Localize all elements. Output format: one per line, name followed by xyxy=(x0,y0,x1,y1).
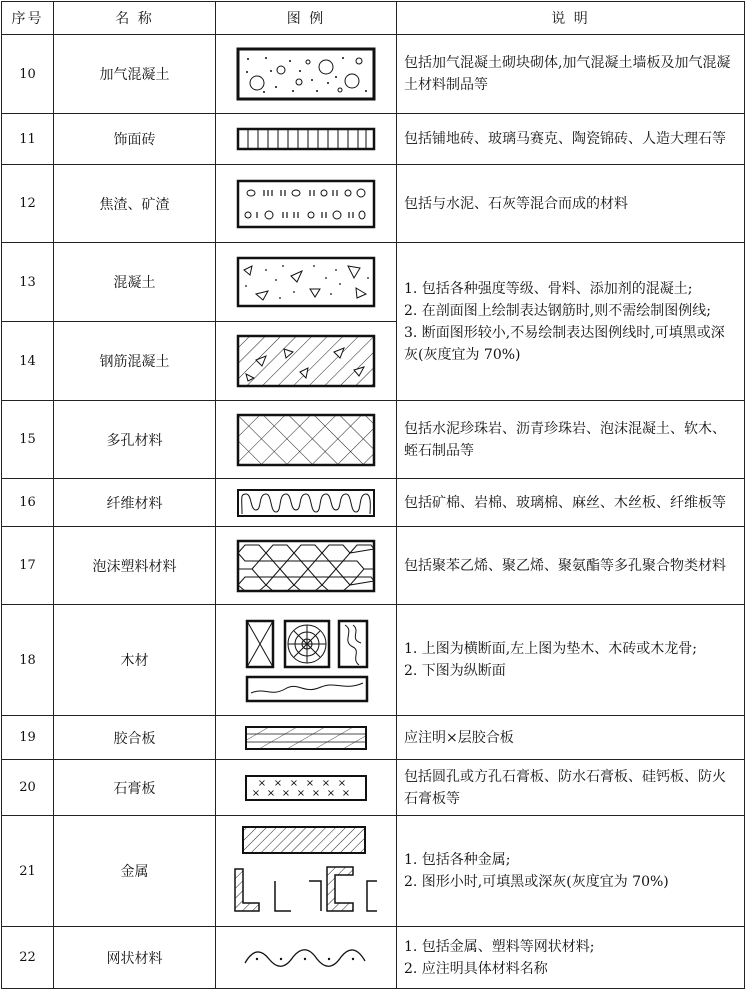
row-desc: 包括加气混凝土砌块砌体,加气混凝土墙板及加气混凝土材料制品等 xyxy=(397,35,745,114)
row-name: 胶合板 xyxy=(54,716,216,760)
row-desc: 包括圆孔或方孔石膏板、防水石膏板、硅钙板、防火石膏板等 xyxy=(397,760,745,816)
porous-material-icon xyxy=(236,413,376,467)
row-desc: 1. 包括各种金属; 2. 图形小时,可填黑或深灰(灰度宜为 70%) xyxy=(397,816,745,927)
row-no: 11 xyxy=(2,114,54,165)
concrete-desc xyxy=(397,243,745,401)
row-name: 网状材料 xyxy=(54,927,216,989)
row-name: 焦渣、矿渣 xyxy=(54,165,216,243)
table-row xyxy=(2,527,745,605)
aerated-concrete-icon xyxy=(236,47,376,101)
table-row xyxy=(2,760,745,816)
row-name: 钢筋混凝土 xyxy=(54,322,216,401)
header-no: 序号 xyxy=(2,2,54,35)
row-image xyxy=(216,716,397,760)
svg-text:×: × xyxy=(311,787,321,799)
svg-text:×: × xyxy=(305,777,315,789)
svg-text:×: × xyxy=(257,777,267,789)
legend-table xyxy=(1,1,745,989)
row-name: 泡沫塑料材料 xyxy=(54,527,216,605)
fiber-material-icon xyxy=(236,488,376,518)
row-image xyxy=(216,760,397,816)
row-no: 13 xyxy=(2,243,54,322)
table-row xyxy=(2,401,745,479)
svg-text:×: × xyxy=(289,777,299,789)
row-image xyxy=(216,35,397,114)
row-image xyxy=(216,243,397,322)
row-desc: 包括水泥珍珠岩、沥青珍珠岩、泡沫混凝土、软木、蛭石制品等 xyxy=(397,401,745,479)
foam-plastic-icon xyxy=(236,539,376,593)
row-image xyxy=(216,114,397,165)
facing-tile-icon xyxy=(236,127,376,151)
row-no: 20 xyxy=(2,760,54,816)
concrete-icon xyxy=(236,256,376,308)
row-desc: 包括聚苯乙烯、聚乙烯、聚氨酯等多孔聚合物类材料 xyxy=(397,527,745,605)
row-image xyxy=(216,605,397,716)
row-name: 纤维材料 xyxy=(54,479,216,527)
row-name: 石膏板 xyxy=(54,760,216,816)
slag-icon xyxy=(236,179,376,229)
row-image xyxy=(216,401,397,479)
svg-text:×: × xyxy=(273,777,283,789)
table-row xyxy=(2,605,745,716)
mesh-material-icon xyxy=(241,943,371,973)
table-row xyxy=(2,479,745,527)
table-row xyxy=(2,716,745,760)
svg-text:×: × xyxy=(321,777,331,789)
row-desc: 1. 上图为横断面,左上图为垫木、木砖或木龙骨; 2. 下图为纵断面 xyxy=(397,605,745,716)
timber-icon xyxy=(241,617,371,703)
header-desc: 说 明 xyxy=(397,2,745,35)
row-desc: 包括铺地砖、玻璃马赛克、陶瓷锦砖、人造大理石等 xyxy=(397,114,745,165)
svg-text:×: × xyxy=(326,787,336,799)
row-desc: 包括与水泥、石灰等混合而成的材料 xyxy=(397,165,745,243)
table-row xyxy=(2,114,745,165)
header-row xyxy=(2,2,745,35)
table-row xyxy=(2,927,745,989)
concrete-desc-line: 2. 在剖面图上绘制表达钢筋时,则不需绘制图例线; xyxy=(404,302,711,319)
row-no: 22 xyxy=(2,927,54,989)
row-name: 混凝土 xyxy=(54,243,216,322)
metal-icon xyxy=(231,823,381,919)
row-no: 17 xyxy=(2,527,54,605)
svg-text:×: × xyxy=(251,787,261,799)
reinforced-concrete-icon xyxy=(236,334,376,388)
table-row xyxy=(2,243,745,322)
row-image xyxy=(216,527,397,605)
row-image xyxy=(216,927,397,989)
row-no: 12 xyxy=(2,165,54,243)
svg-text:×: × xyxy=(337,777,347,789)
gypsum-board-icon xyxy=(244,774,368,802)
row-no: 10 xyxy=(2,35,54,114)
svg-text:×: × xyxy=(341,787,351,799)
row-no: 19 xyxy=(2,716,54,760)
svg-text:×: × xyxy=(281,787,291,799)
row-desc: 1. 包括金属、塑料等网状材料; 2. 应注明具体材料名称 xyxy=(397,927,745,989)
row-name: 饰面砖 xyxy=(54,114,216,165)
row-no: 18 xyxy=(2,605,54,716)
table-row xyxy=(2,35,745,114)
row-image xyxy=(216,816,397,927)
row-name: 多孔材料 xyxy=(54,401,216,479)
header-name: 名 称 xyxy=(54,2,216,35)
svg-text:×: × xyxy=(296,787,306,799)
row-image xyxy=(216,479,397,527)
row-image xyxy=(216,165,397,243)
svg-text:×: × xyxy=(266,787,276,799)
row-name: 木材 xyxy=(54,605,216,716)
row-desc: 包括矿棉、岩棉、玻璃棉、麻丝、木丝板、纤维板等 xyxy=(397,479,745,527)
row-image xyxy=(216,322,397,401)
concrete-desc-line: 1. 包括各种强度等级、骨料、添加剂的混凝土; xyxy=(404,280,693,297)
header-image: 图 例 xyxy=(216,2,397,35)
row-no: 21 xyxy=(2,816,54,927)
table-row xyxy=(2,165,745,243)
plywood-icon xyxy=(244,725,368,751)
row-no: 16 xyxy=(2,479,54,527)
row-desc: 应注明×层胶合板 xyxy=(397,716,745,760)
concrete-desc-line: 3. 断面图形较小,不易绘制表达图例线时,可填黑或深灰(灰度宜为 70%) xyxy=(404,324,725,363)
row-no: 14 xyxy=(2,322,54,401)
row-no: 15 xyxy=(2,401,54,479)
row-name: 金属 xyxy=(54,816,216,927)
table-row xyxy=(2,816,745,927)
row-name: 加气混凝土 xyxy=(54,35,216,114)
